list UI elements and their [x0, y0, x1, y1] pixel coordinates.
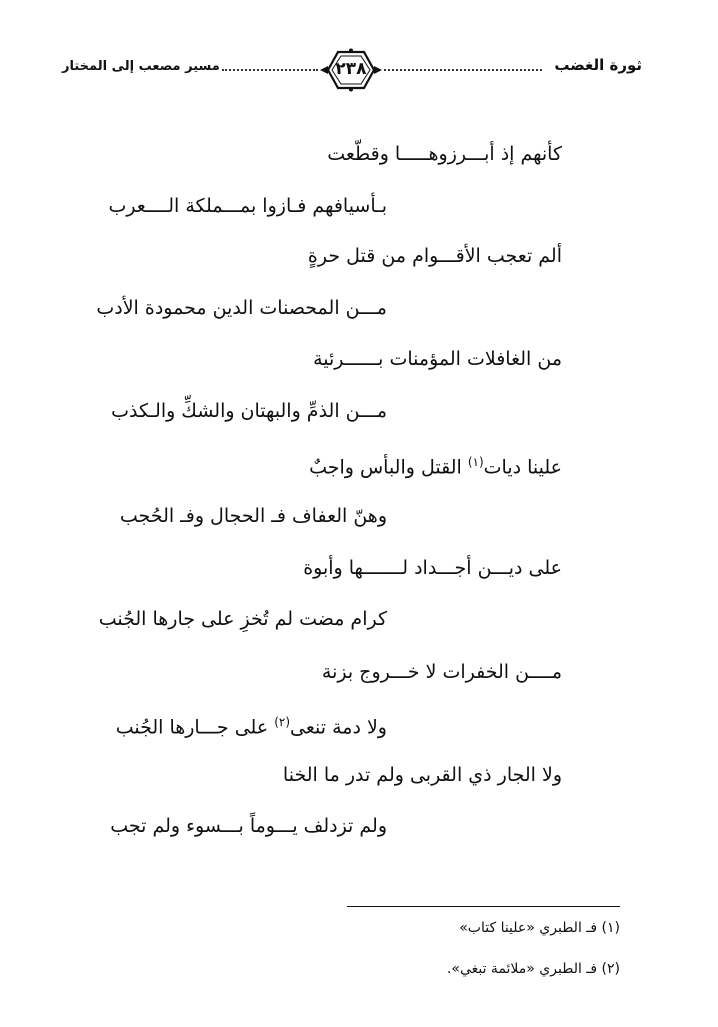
chapter-title: مسير مصعب إلى المختار — [62, 59, 220, 74]
footnote: (١) فـ الطبري «علينا كتاب» — [459, 920, 620, 936]
page-number: ٢٣٨ — [335, 59, 367, 79]
verse-line: ألم تعجب الأقـــوام من قتل حرةٍ — [307, 245, 562, 267]
verse-line: ولا دمة تنعى$^{(٢)}$ على جـــارها الجُنب — [115, 715, 387, 739]
footnote: (٢) فـ الطبري «ملائمة تبغي». — [446, 961, 620, 977]
verse-line: من الغافلات المؤمنات بــــــرئية — [313, 348, 562, 370]
header-dotted-leader-left — [222, 69, 318, 71]
footnote-marker[interactable]: (١) — [467, 455, 484, 469]
verse-line: على ديـــن أجـــداد لـــــــها وأبوة — [303, 557, 562, 579]
header-dotted-leader-right — [384, 69, 542, 71]
page-number-badge — [318, 48, 384, 92]
running-header — [62, 48, 642, 94]
verse-line: علينا ديات$^{(١)}$ القتل والبأس واجبٌ — [309, 455, 562, 479]
verse-line: كرام مضت لم تُخزِ على جارها الجُنب — [98, 608, 387, 630]
footnote-marker[interactable]: (٢) — [274, 715, 291, 729]
verse-line: وهنّ العفاف فـ الحجال وفـ الحُجب — [119, 505, 387, 527]
verse-line: مـــن المحصنات الدين محمودة الأدب — [96, 297, 387, 319]
verse-line: مـــن الذمِّ والبهتان والشكِّ والـكذب — [111, 400, 387, 422]
verse-line: ولم تزدلف يـــوماً بـــسوء ولم تجب — [110, 815, 387, 837]
verse-line: ولا الجار ذي القربى ولم تدر ما الخنا — [282, 764, 562, 786]
verse-line: مــــن الخفرات لا خـــروج بزنة — [321, 661, 562, 683]
verse-line: بـأسيافهم فـازوا بمـــملكة الــــعرب — [108, 195, 387, 217]
verse-line: كأنهم إذ أبـــرزوهـــــا وقطّعت — [327, 143, 562, 165]
book-title: ثورة الغضب — [554, 56, 642, 74]
footnote-separator — [347, 906, 620, 907]
